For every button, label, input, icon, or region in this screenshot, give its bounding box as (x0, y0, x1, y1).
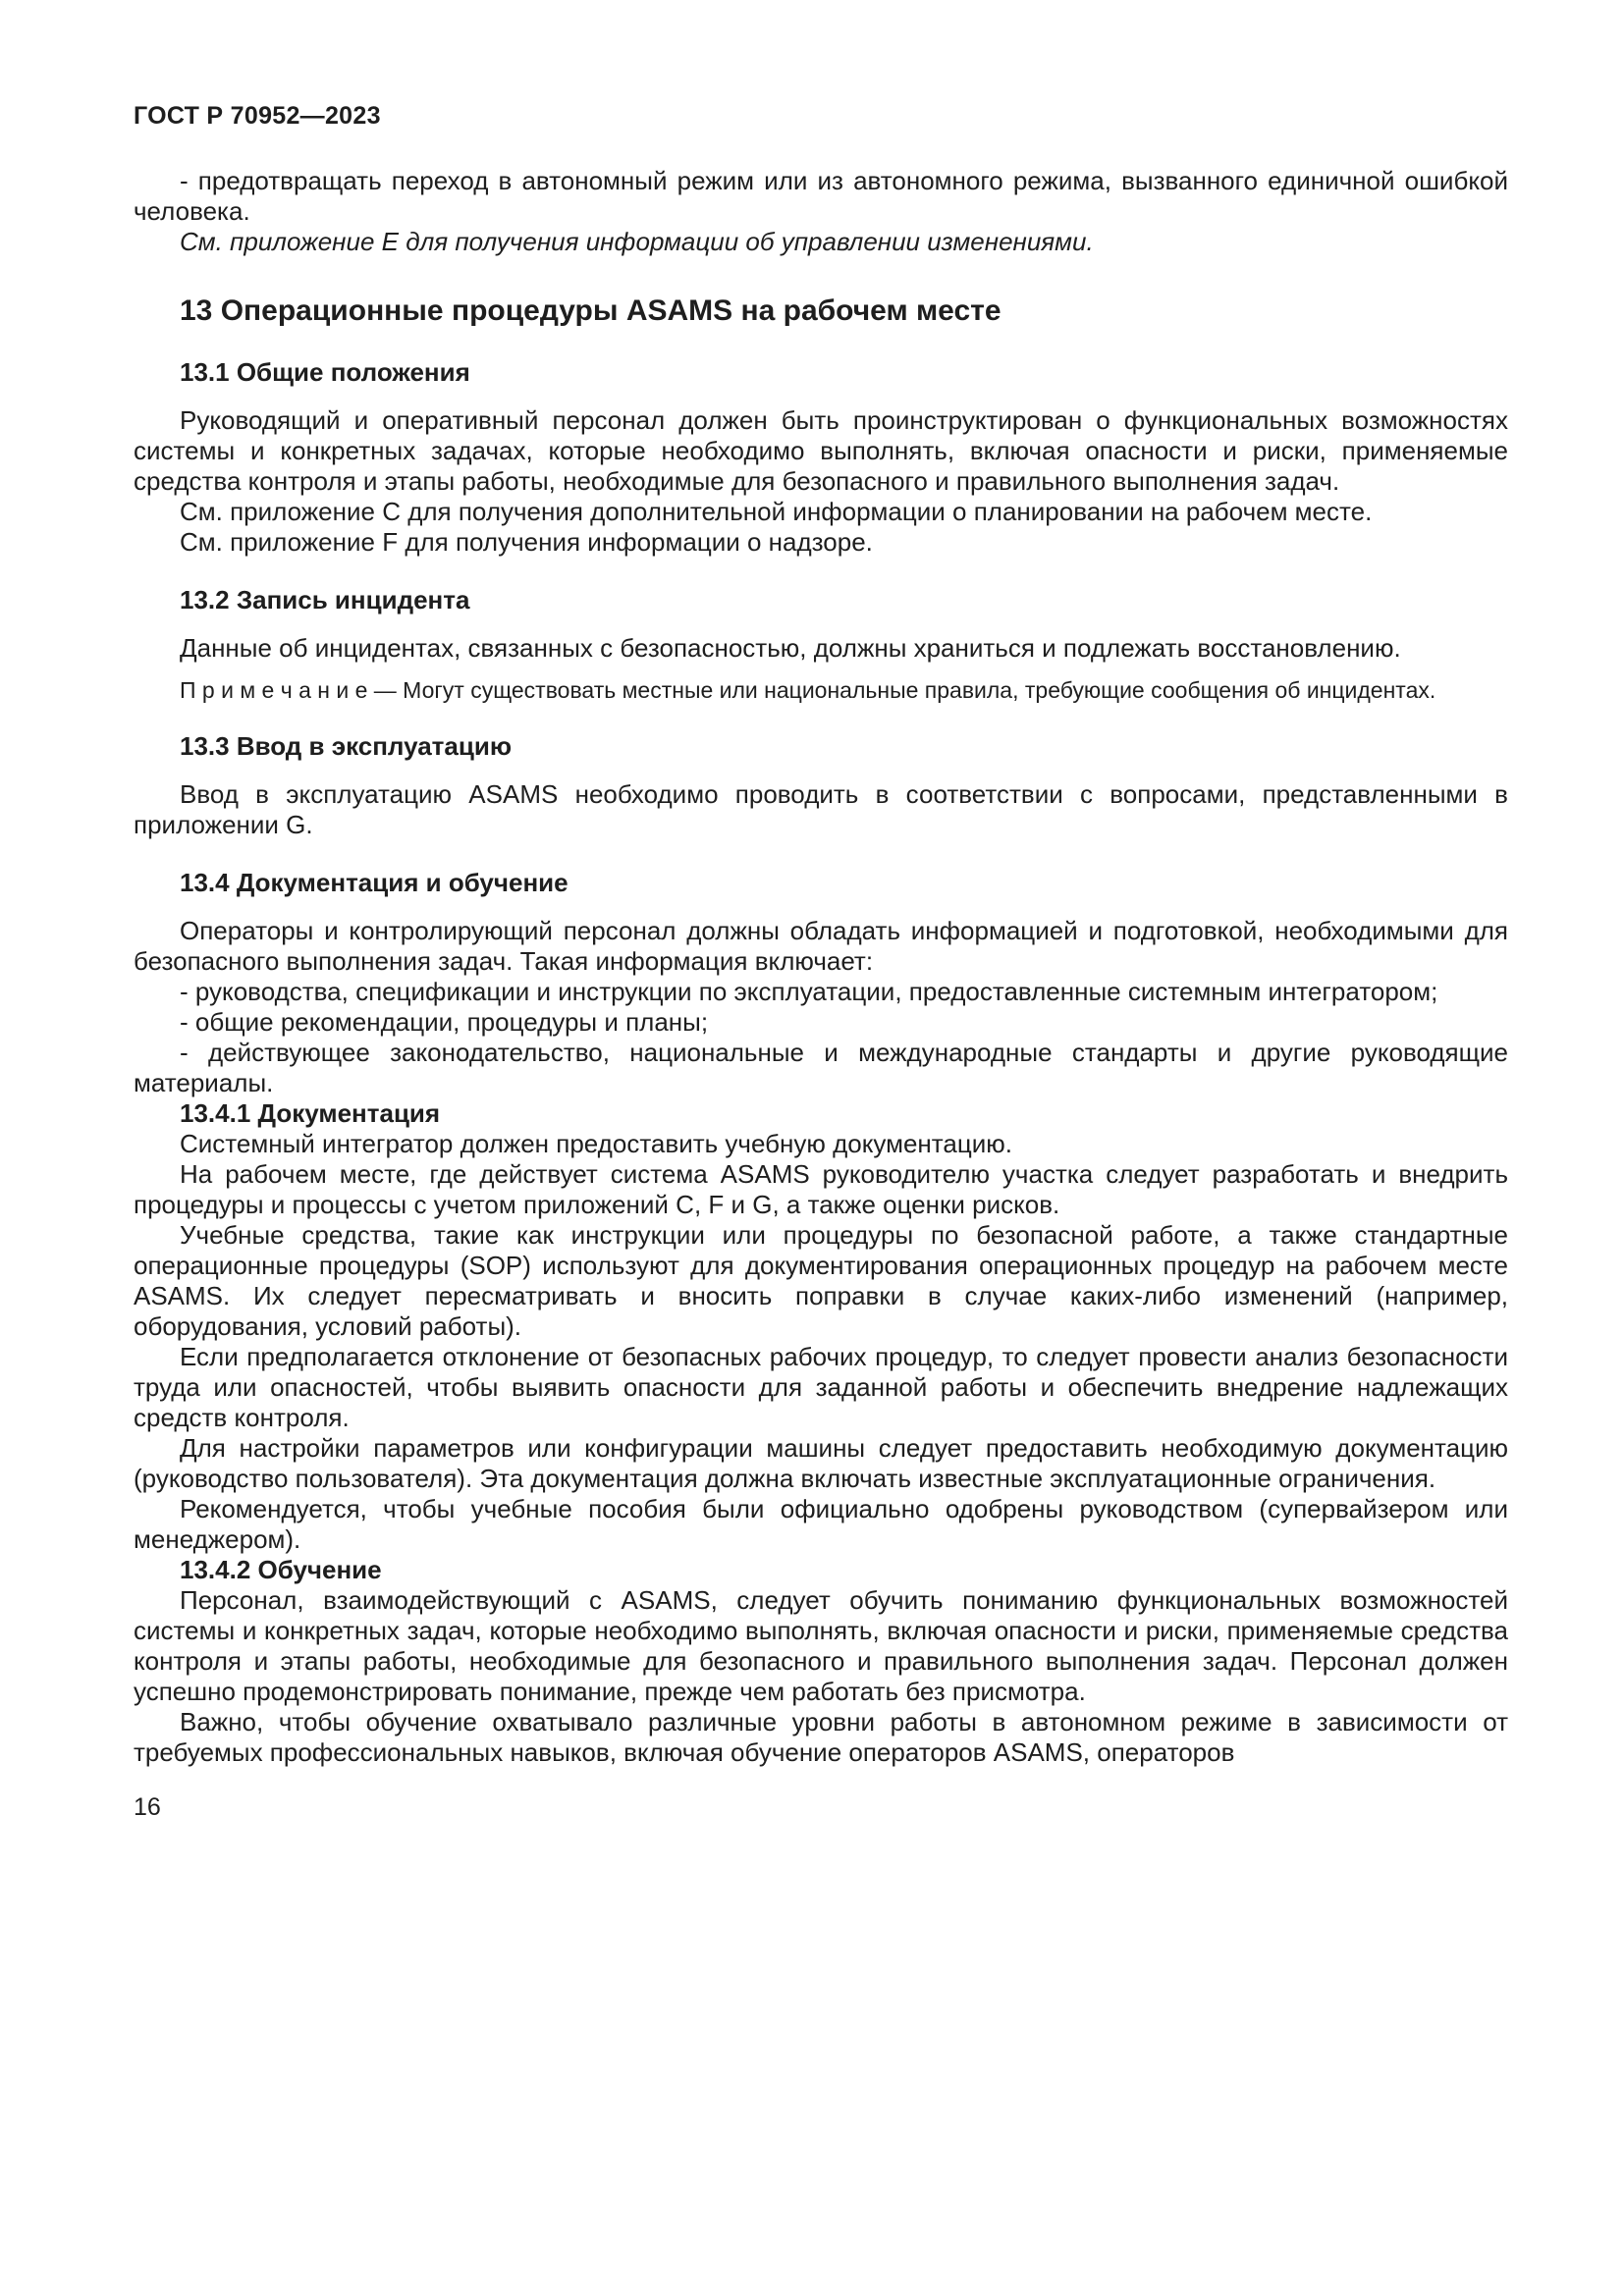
paragraph: Учебные средства, такие как инструкции или процедуры по безопасной работе, а также стандартные операционные процедуры (SOP) используют для документирования операционных процедур на рабочем месте ASAMS. Их следует пересматривать и вносить поправки в случае каких-либо изменений (например, оборудования, условий работы). (134, 1220, 1508, 1341)
paragraph: Системный интегратор должен предоставить учебную документацию. (180, 1129, 1013, 1158)
paragraph-list-item: - общие рекомендации, процедуры и планы; (180, 1007, 709, 1037)
section-heading-13-4: 13.4 Документация и обучение (180, 868, 568, 897)
chapter-heading-13: 13 Операционные процедуры ASAMS на рабочем месте (180, 294, 1001, 327)
page-number: 16 (134, 1793, 161, 1821)
paragraph-annex-reference: См. приложение F для получения информации о надзоре. (180, 527, 873, 557)
paragraph-list-item: - действующее законодательство, национальные и международные стандарты и другие руководящие материалы. (134, 1038, 1508, 1097)
subsection-heading-13-4-2: 13.4.2 Обучение (180, 1555, 382, 1584)
paragraph: Операторы и контролирующий персонал должны обладать информацией и подготовкой, необходимыми для безопасного выполнения задач. Такая информация включает: (134, 916, 1508, 976)
section-heading-13-1: 13.1 Общие положения (180, 357, 470, 387)
paragraph-annex-reference: См. приложение E для получения информации об управлении изменениями. (180, 227, 1094, 256)
paragraph-list-item: - руководства, спецификации и инструкции по эксплуатации, предоставленные системным интегратором; (180, 977, 1438, 1006)
document-body (134, 166, 1508, 1768)
paragraph-list-item: - предотвращать переход в автономный режим или из автономного режима, вызванного единичной ошибкой человека. (134, 166, 1508, 226)
paragraph: Ввод в эксплуатацию ASAMS необходимо проводить в соответствии с вопросами, представленными в приложении G. (134, 779, 1508, 839)
subsection-heading-13-4-1: 13.4.1 Документация (180, 1098, 441, 1128)
paragraph: Данные об инцидентах, связанных с безопасностью, должны храниться и подлежать восстановлению. (180, 633, 1401, 663)
section-heading-13-2: 13.2 Запись инцидента (180, 585, 470, 614)
paragraph: Персонал, взаимодействующий с ASAMS, следует обучить пониманию функциональных возможностей системы и конкретных задач, которые необходимо выполнять, включая опасности и риски, применяемые средства контроля и этапы работы, необходимые для безопасного и правильного выполнения задач. Персонал должен успешно продемонстрировать понимание, прежде чем работать без присмотра. (134, 1585, 1508, 1706)
paragraph: Важно, чтобы обучение охватывало различные уровни работы в автономном режиме в зависимости от требуемых профессиональных навыков, включая обучение операторов ASAMS, операторов (134, 1707, 1508, 1767)
paragraph: Руководящий и оперативный персонал должен быть проинструктирован о функциональных возможностях системы и конкретных задачах, которые необходимо выполнять, включая опасности и риски, применяемые средства контроля и этапы работы, необходимые для безопасного и правильного выполнения задач. (134, 405, 1508, 496)
paragraph: Рекомендуется, чтобы учебные пособия были официально одобрены руководством (супервайзером или менеджером). (134, 1494, 1508, 1554)
paragraph: Для настройки параметров или конфигурации машины следует предоставить необходимую документацию (руководство пользователя). Эта документация должна включать известные эксплуатационные ограничения. (134, 1433, 1508, 1493)
section-heading-13-3: 13.3 Ввод в эксплуатацию (180, 731, 513, 761)
paragraph: На рабочем месте, где действует система ASAMS руководителю участка следует разработать и внедрить процедуры и процессы с учетом приложений C, F и G, а также оценки рисков. (134, 1159, 1508, 1219)
running-header-document-code: ГОСТ Р 70952—2023 (134, 102, 381, 130)
paragraph-annex-reference: См. приложение C для получения дополнительной информации о планировании на рабочем месте. (180, 497, 1373, 526)
paragraph: Если предполагается отклонение от безопасных рабочих процедур, то следует провести анализ безопасности труда или опасностей, чтобы выявить опасности для заданной работы и обеспечить внедрение надлежащих средств контроля. (134, 1342, 1508, 1432)
note-paragraph: П р и м е ч а н и е — Могут существовать местные или национальные правила, требующие сообщения об инцидентах. (180, 677, 1436, 703)
